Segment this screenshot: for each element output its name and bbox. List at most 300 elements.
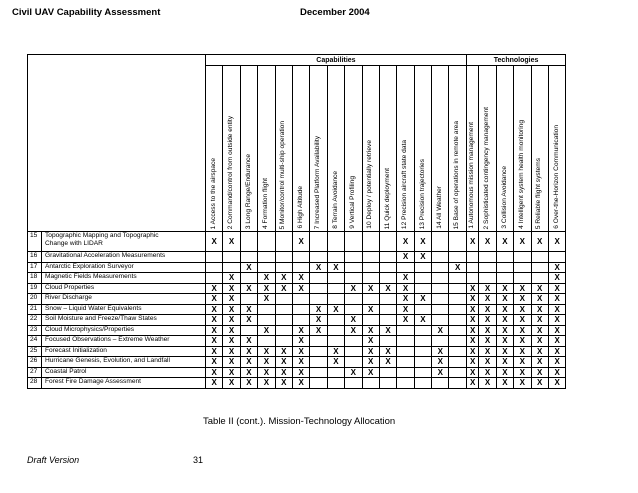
allocation-mark (466, 273, 479, 284)
allocation-mark: X (466, 304, 479, 315)
table-row (28, 357, 566, 368)
allocation-mark (345, 262, 362, 273)
allocation-mark: X (292, 232, 309, 252)
allocation-mark: X (548, 294, 565, 305)
allocation-mark: X (479, 294, 496, 305)
allocation-mark (327, 252, 344, 263)
column-header-label: 10 Deploy / potentially retrieve (366, 140, 374, 229)
mission-number: 26 (28, 357, 42, 368)
allocation-mark: X (292, 273, 309, 284)
capabilities-group-header: Capabilities (206, 55, 467, 66)
allocation-mark: X (548, 336, 565, 347)
allocation-mark: X (496, 346, 513, 357)
table-row (28, 378, 566, 389)
allocation-mark: X (223, 367, 240, 378)
mission-number: 20 (28, 294, 42, 305)
allocation-mark: X (292, 325, 309, 336)
allocation-mark (310, 367, 327, 378)
mission-name-line: Snow – Liquid Water Equivalents (45, 304, 142, 312)
allocation-mark (345, 378, 362, 389)
allocation-mark: X (432, 325, 449, 336)
allocation-mark (240, 232, 257, 252)
page-number: 31 (193, 455, 204, 465)
allocation-mark (432, 378, 449, 389)
allocation-mark: X (275, 378, 292, 389)
table-caption: Table II (cont.). Mission-Technology Allocation (203, 416, 396, 427)
allocation-mark (496, 252, 513, 263)
allocation-mark (379, 262, 396, 273)
mission-name (42, 367, 206, 378)
column-header (414, 66, 431, 232)
allocation-mark: X (531, 325, 548, 336)
mission-name-line: Focused Observations – Extreme Weather (45, 336, 170, 343)
mission-number: 17 (28, 262, 42, 273)
allocation-mark: X (327, 357, 344, 368)
mission-name (42, 346, 206, 357)
allocation-mark (327, 273, 344, 284)
allocation-mark (362, 273, 379, 284)
allocation-mark (240, 273, 257, 284)
allocation-mark: X (275, 273, 292, 284)
allocation-mark (240, 325, 257, 336)
allocation-mark: X (466, 346, 479, 357)
allocation-mark: X (548, 273, 565, 284)
allocation-mark (379, 336, 396, 347)
allocation-mark: X (466, 378, 479, 389)
allocation-mark (514, 273, 531, 284)
allocation-mark (449, 367, 466, 378)
allocation-mark: X (206, 232, 223, 252)
allocation-mark (466, 262, 479, 273)
allocation-mark: X (240, 336, 257, 347)
allocation-mark (432, 304, 449, 315)
mission-name-line: Forest Fire Damage Assessment (45, 378, 142, 385)
allocation-mark: X (275, 346, 292, 357)
column-header (496, 66, 513, 232)
allocation-mark: X (496, 304, 513, 315)
allocation-mark (397, 378, 414, 389)
allocation-mark: X (432, 357, 449, 368)
allocation-mark: X (292, 336, 309, 347)
allocation-mark: X (206, 346, 223, 357)
allocation-mark: X (466, 367, 479, 378)
allocation-mark: X (362, 357, 379, 368)
mission-number: 23 (28, 325, 42, 336)
allocation-mark: X (466, 283, 479, 294)
allocation-mark: X (223, 378, 240, 389)
allocation-mark: X (531, 357, 548, 368)
allocation-mark: X (345, 325, 362, 336)
allocation-mark (275, 252, 292, 263)
allocation-mark: X (496, 357, 513, 368)
allocation-mark (275, 325, 292, 336)
allocation-mark (327, 232, 344, 252)
allocation-mark: X (466, 315, 479, 326)
column-header-label: 9 Vertical Profiling (349, 176, 357, 229)
allocation-mark: X (514, 346, 531, 357)
table-row (28, 294, 566, 305)
allocation-mark (258, 336, 275, 347)
allocation-mark: X (531, 367, 548, 378)
allocation-mark: X (432, 346, 449, 357)
allocation-mark: X (397, 232, 414, 252)
mission-number: 22 (28, 315, 42, 326)
allocation-mark: X (240, 315, 257, 326)
column-header-label: 1 Access to the airspace (209, 157, 217, 229)
allocation-mark: X (496, 283, 513, 294)
column-header-label: 1 Autonomous mission management (468, 122, 476, 229)
mission-name (42, 262, 206, 273)
allocation-mark: X (479, 378, 496, 389)
allocation-mark: X (240, 304, 257, 315)
allocation-mark (379, 232, 396, 252)
allocation-mark (449, 252, 466, 263)
allocation-mark (310, 273, 327, 284)
mission-name (42, 357, 206, 368)
mission-name (42, 294, 206, 305)
allocation-mark (258, 262, 275, 273)
allocation-mark: X (240, 283, 257, 294)
allocation-mark (414, 367, 431, 378)
allocation-mark: X (223, 232, 240, 252)
allocation-mark (414, 336, 431, 347)
allocation-mark: X (258, 367, 275, 378)
mission-name-line: Gravitational Acceleration Measurements (45, 252, 166, 259)
allocation-mark: X (223, 304, 240, 315)
allocation-mark (362, 252, 379, 263)
allocation-mark: X (496, 336, 513, 347)
column-header (345, 66, 362, 232)
allocation-mark: X (206, 315, 223, 326)
allocation-mark: X (345, 367, 362, 378)
column-header (362, 66, 379, 232)
allocation-mark: X (379, 283, 396, 294)
allocation-mark: X (258, 346, 275, 357)
allocation-mark: X (479, 336, 496, 347)
allocation-mark: X (223, 315, 240, 326)
column-header (531, 66, 548, 232)
allocation-mark (345, 357, 362, 368)
allocation-mark: X (223, 336, 240, 347)
mission-number: 25 (28, 346, 42, 357)
column-header (548, 66, 565, 232)
table-row (28, 325, 566, 336)
allocation-mark (449, 283, 466, 294)
allocation-mark: X (310, 325, 327, 336)
allocation-mark: X (548, 367, 565, 378)
allocation-mark (466, 252, 479, 263)
allocation-mark: X (292, 367, 309, 378)
allocation-mark (310, 252, 327, 263)
allocation-mark (496, 273, 513, 284)
allocation-mark: X (240, 346, 257, 357)
allocation-mark (327, 294, 344, 305)
allocation-mark: X (258, 294, 275, 305)
mission-name-line: Soil Moisture and Freeze/Thaw States (45, 315, 157, 322)
allocation-mark: X (466, 232, 479, 252)
mission-name-line: Antarctic Exploration Surveyor (45, 262, 134, 270)
allocation-mark (414, 273, 431, 284)
allocation-mark: X (223, 294, 240, 305)
allocation-mark: X (548, 315, 565, 326)
allocation-mark: X (223, 346, 240, 357)
allocation-mark (258, 304, 275, 315)
mission-name (42, 378, 206, 389)
allocation-mark (362, 232, 379, 252)
mission-number: 21 (28, 304, 42, 315)
allocation-mark (292, 294, 309, 305)
allocation-mark: X (496, 378, 513, 389)
allocation-mark: X (345, 283, 362, 294)
column-header (206, 66, 223, 232)
allocation-mark: X (275, 357, 292, 368)
allocation-mark (345, 273, 362, 284)
mission-name-line: Forecast Initialization (45, 346, 107, 354)
allocation-mark (496, 262, 513, 273)
column-header-label: 11 Quick deployment (383, 167, 391, 229)
mission-name (42, 315, 206, 326)
column-header (258, 66, 275, 232)
allocation-mark (449, 315, 466, 326)
column-header-label: 3 Long Range/Endurance (244, 153, 252, 229)
column-header (379, 66, 396, 232)
allocation-mark: X (479, 315, 496, 326)
allocation-mark (449, 346, 466, 357)
allocation-mark: X (223, 273, 240, 284)
allocation-mark (206, 262, 223, 273)
allocation-mark: X (258, 283, 275, 294)
column-header-label: 2 Sophisticated contingency management (483, 106, 491, 229)
allocation-mark (362, 315, 379, 326)
mission-name (42, 325, 206, 336)
allocation-mark: X (548, 378, 565, 389)
allocation-mark (414, 346, 431, 357)
allocation-mark (379, 315, 396, 326)
document-title: Civil UAV Capability Assessment (12, 7, 161, 18)
allocation-mark: X (240, 378, 257, 389)
allocation-mark: X (362, 325, 379, 336)
allocation-mark: X (292, 346, 309, 357)
allocation-mark (310, 294, 327, 305)
allocation-mark (449, 357, 466, 368)
mission-number: 27 (28, 367, 42, 378)
allocation-mark (379, 273, 396, 284)
allocation-mark: X (496, 294, 513, 305)
allocation-mark: X (310, 304, 327, 315)
allocation-mark: X (548, 262, 565, 273)
allocation-mark: X (223, 357, 240, 368)
allocation-mark (258, 232, 275, 252)
allocation-mark: X (531, 336, 548, 347)
allocation-mark (206, 252, 223, 263)
allocation-mark: X (397, 304, 414, 315)
allocation-mark: X (514, 232, 531, 252)
allocation-mark (379, 304, 396, 315)
allocation-mark: X (397, 294, 414, 305)
allocation-mark (432, 232, 449, 252)
allocation-mark: X (310, 262, 327, 273)
allocation-mark (449, 336, 466, 347)
table-row (28, 336, 566, 347)
mission-name (42, 336, 206, 347)
allocation-mark: X (432, 367, 449, 378)
column-header (240, 66, 257, 232)
column-header (479, 66, 496, 232)
allocation-mark (379, 252, 396, 263)
allocation-mark (310, 283, 327, 294)
allocation-mark: X (362, 283, 379, 294)
allocation-mark: X (514, 357, 531, 368)
allocation-mark (479, 252, 496, 263)
allocation-mark: X (397, 315, 414, 326)
allocation-mark: X (327, 346, 344, 357)
allocation-mark (327, 336, 344, 347)
column-header (327, 66, 344, 232)
allocation-mark: X (292, 357, 309, 368)
allocation-mark (345, 336, 362, 347)
mission-number: 28 (28, 378, 42, 389)
allocation-mark: X (362, 367, 379, 378)
allocation-mark: X (514, 336, 531, 347)
allocation-mark (449, 325, 466, 336)
column-header-label: 13 Precision trajectories (418, 158, 426, 229)
allocation-mark (397, 336, 414, 347)
allocation-mark: X (531, 283, 548, 294)
allocation-mark (258, 315, 275, 326)
allocation-mark (223, 252, 240, 263)
allocation-mark: X (223, 283, 240, 294)
allocation-mark (310, 346, 327, 357)
allocation-mark: X (479, 325, 496, 336)
allocation-mark (345, 294, 362, 305)
column-header (223, 66, 240, 232)
allocation-mark: X (414, 252, 431, 263)
table-row (28, 273, 566, 284)
column-header-label: 2 Command/control from outside entity (227, 115, 235, 229)
allocation-mark (397, 262, 414, 273)
column-header-label: 6 High Altitude (296, 186, 304, 229)
column-header-label: 5 Reliable flight systems (535, 157, 543, 229)
column-header-label: 12 Precision aircraft state data (401, 139, 409, 229)
allocation-mark (327, 367, 344, 378)
mission-name-line: Coastal Patrol (45, 367, 87, 375)
draft-version-label: Draft Version (27, 455, 80, 465)
allocation-mark: X (397, 283, 414, 294)
mission-name-line: Magnetic Fields Measurements (45, 273, 137, 280)
allocation-mark (275, 262, 292, 273)
allocation-mark (449, 378, 466, 389)
column-header-label: 14 All Weather (435, 186, 443, 229)
allocation-mark: X (206, 304, 223, 315)
allocation-table (27, 54, 566, 389)
column-header-label: 4 Formation flight (262, 178, 270, 229)
column-header (449, 66, 466, 232)
allocation-mark (397, 367, 414, 378)
allocation-mark (345, 232, 362, 252)
allocation-mark: X (206, 294, 223, 305)
allocation-mark: X (240, 367, 257, 378)
allocation-mark: X (362, 336, 379, 347)
mission-number: 18 (28, 273, 42, 284)
mission-number: 24 (28, 336, 42, 347)
mission-number: 19 (28, 283, 42, 294)
allocation-mark (206, 273, 223, 284)
allocation-mark: X (466, 294, 479, 305)
mission-name (42, 304, 206, 315)
column-header (292, 66, 309, 232)
allocation-mark: X (514, 294, 531, 305)
allocation-mark (292, 252, 309, 263)
column-header-label: 15 Base of operations in remote area (453, 120, 461, 229)
column-header-label: 7 Increased Platform Availability (314, 135, 322, 229)
allocation-mark (275, 304, 292, 315)
allocation-mark: X (379, 346, 396, 357)
allocation-mark (310, 232, 327, 252)
allocation-mark (449, 232, 466, 252)
allocation-mark (397, 325, 414, 336)
allocation-mark: X (223, 325, 240, 336)
allocation-mark (292, 304, 309, 315)
allocation-mark: X (531, 378, 548, 389)
blank-corner (28, 55, 206, 232)
allocation-mark (327, 283, 344, 294)
allocation-mark: X (531, 294, 548, 305)
allocation-mark: X (379, 357, 396, 368)
allocation-mark (310, 336, 327, 347)
allocation-mark: X (514, 304, 531, 315)
allocation-mark (449, 294, 466, 305)
allocation-mark: X (548, 232, 565, 252)
table-row (28, 315, 566, 326)
allocation-mark (414, 378, 431, 389)
column-header (310, 66, 327, 232)
allocation-mark (258, 252, 275, 263)
allocation-mark: X (206, 367, 223, 378)
allocation-mark (479, 262, 496, 273)
allocation-mark (379, 367, 396, 378)
allocation-mark: X (548, 325, 565, 336)
table-row (28, 232, 566, 252)
allocation-mark (327, 315, 344, 326)
allocation-mark (362, 294, 379, 305)
allocation-mark: X (362, 304, 379, 315)
mission-name (42, 273, 206, 284)
allocation-mark: X (496, 325, 513, 336)
allocation-mark: X (275, 367, 292, 378)
allocation-mark: X (258, 273, 275, 284)
allocation-mark (310, 357, 327, 368)
allocation-mark (531, 252, 548, 263)
allocation-mark (414, 304, 431, 315)
mission-number: 16 (28, 252, 42, 263)
technologies-group-header: Technologies (466, 55, 565, 66)
allocation-mark (327, 325, 344, 336)
allocation-mark: X (496, 232, 513, 252)
allocation-mark: X (327, 304, 344, 315)
allocation-mark: X (414, 294, 431, 305)
allocation-mark: X (206, 325, 223, 336)
allocation-mark (432, 336, 449, 347)
allocation-mark: X (206, 357, 223, 368)
document-date: December 2004 (300, 7, 370, 18)
allocation-mark: X (479, 232, 496, 252)
allocation-mark (414, 357, 431, 368)
allocation-mark: X (531, 232, 548, 252)
allocation-mark: X (449, 262, 466, 273)
allocation-mark: X (292, 378, 309, 389)
allocation-mark: X (466, 336, 479, 347)
allocation-mark: X (206, 283, 223, 294)
